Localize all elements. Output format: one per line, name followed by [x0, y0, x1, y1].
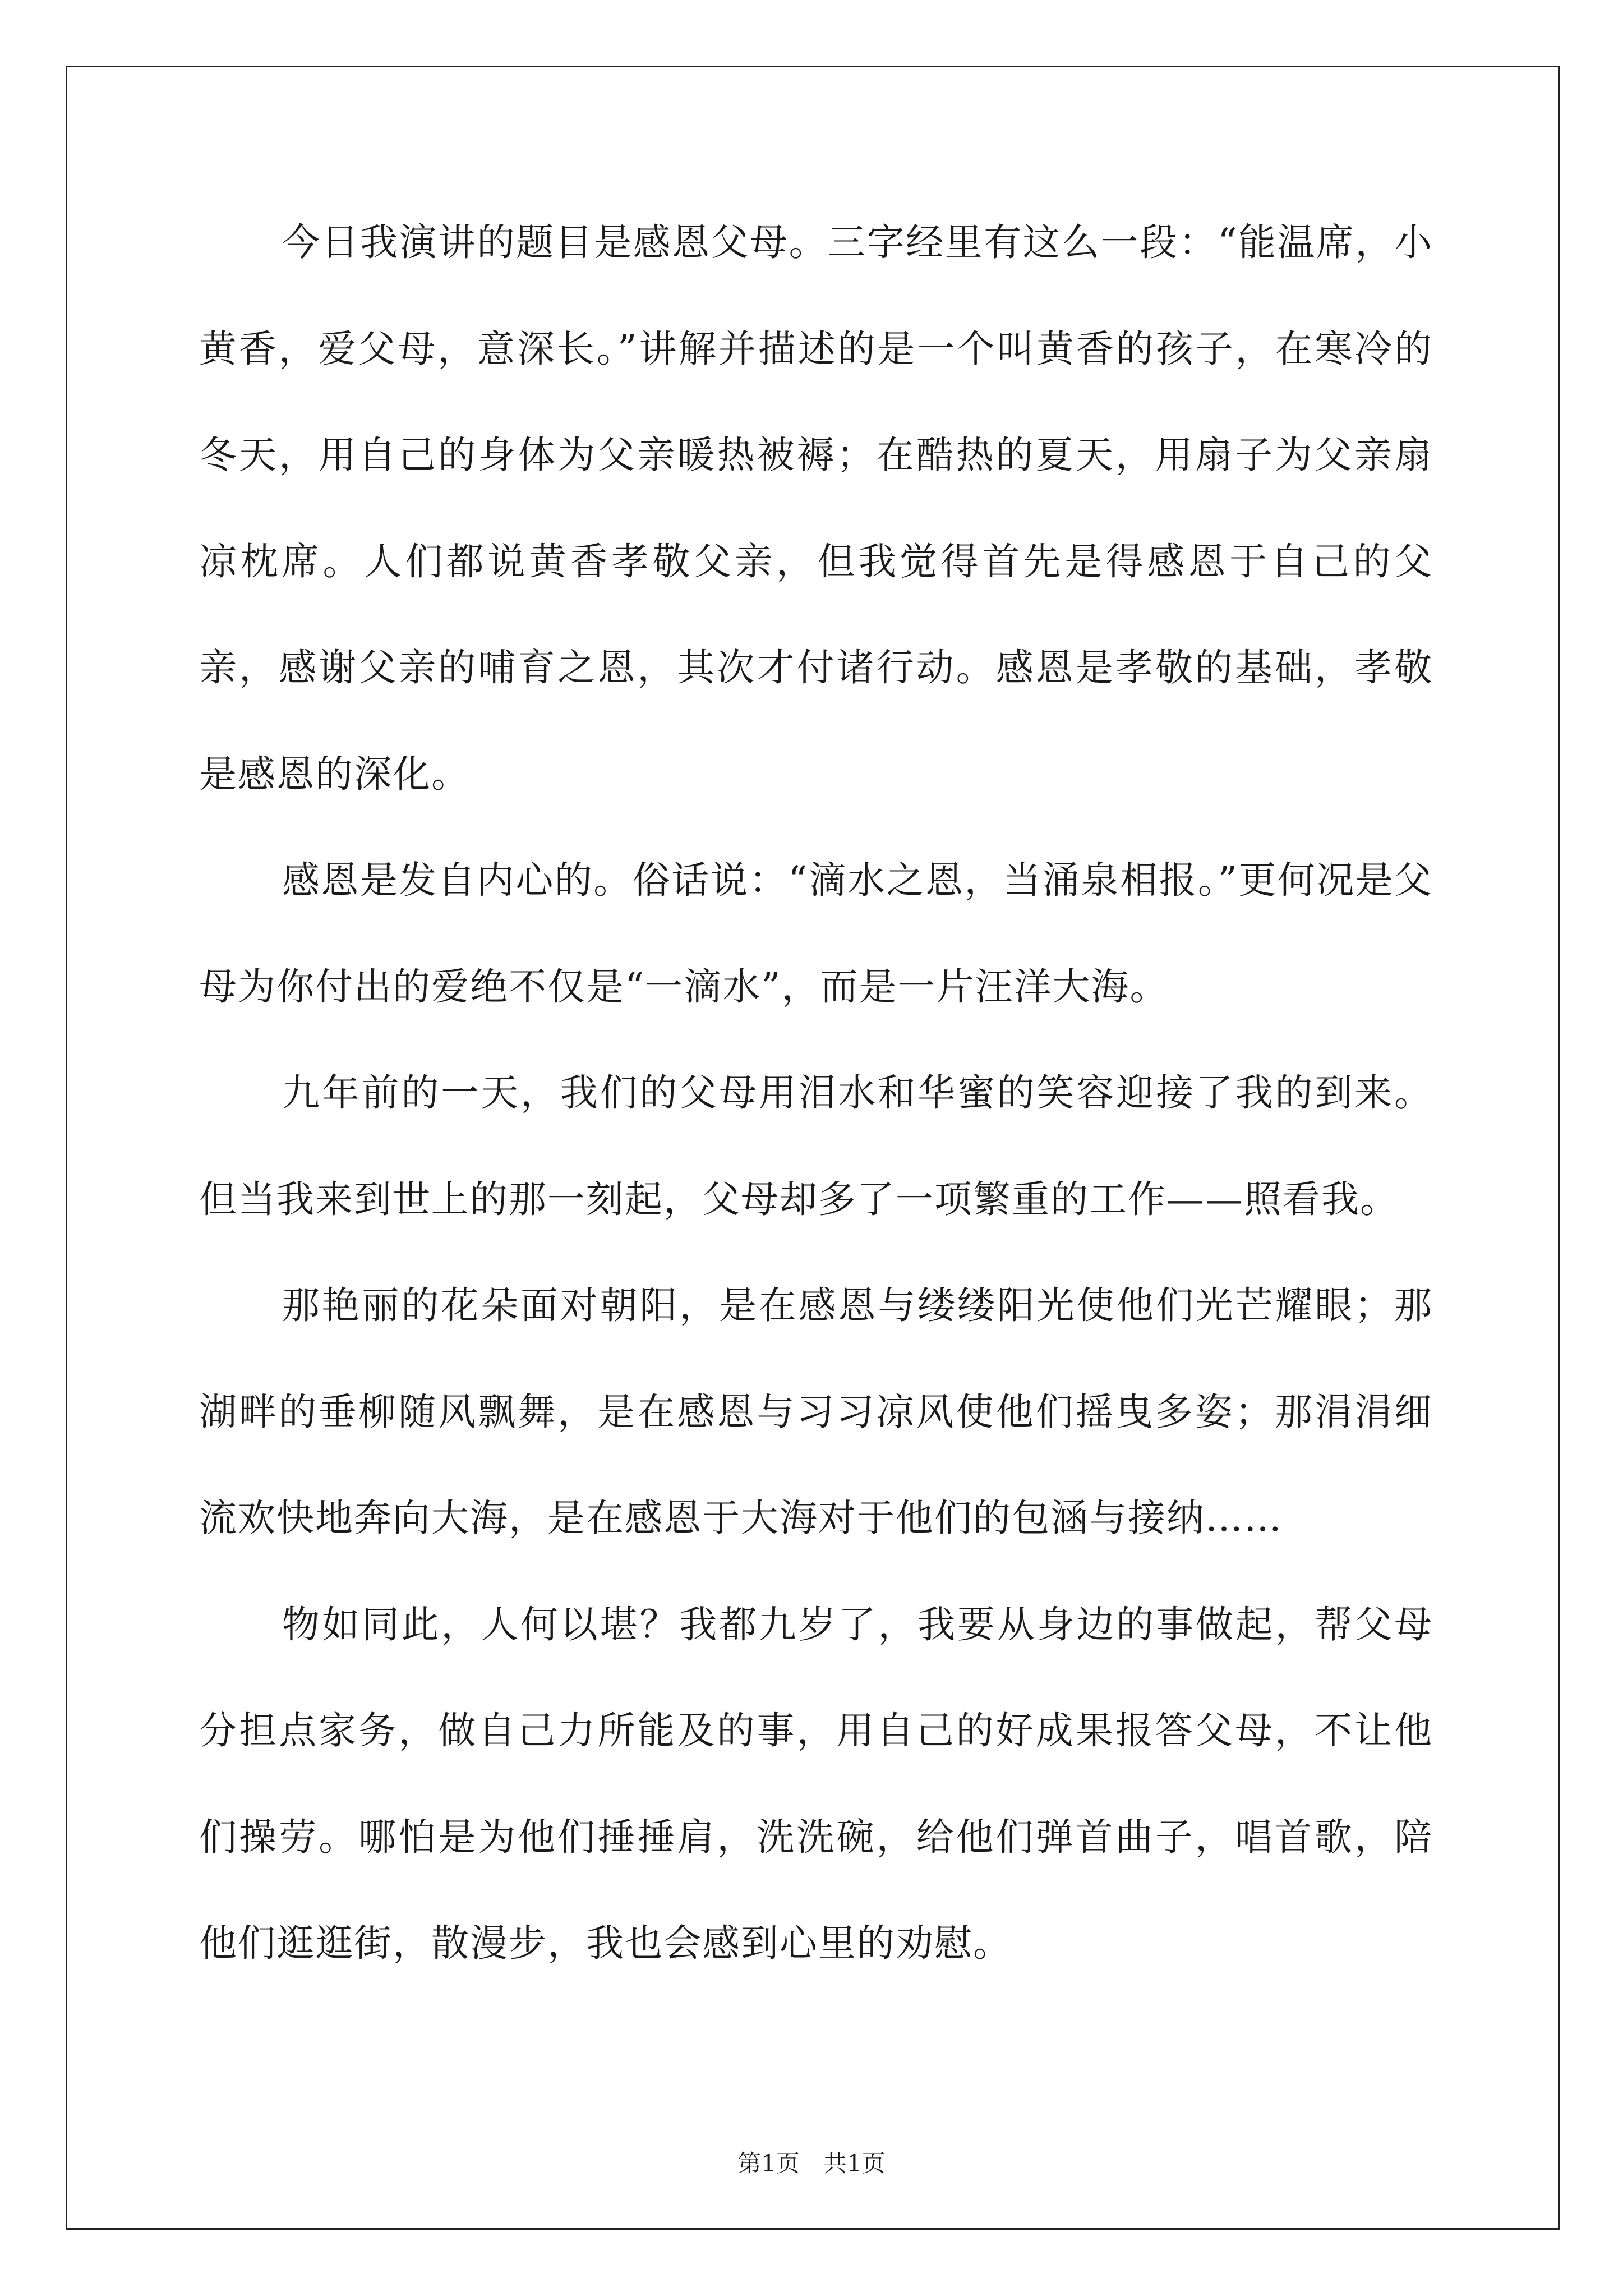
paragraph-from-heart: 感恩是发自内心的。俗话说：“滴水之恩，当涌泉相报。”更何况是父母为你付出的爱绝不仅是“一滴水”，而是一片汪洋大海。: [199, 858, 1433, 1009]
page-footer: [0, 2150, 1623, 2178]
paragraph-nature-gratitude: 那艳丽的花朵面对朝阳，是在感恩与缕缕阳光使他们光芒耀眼；那湖畔的垂柳随风飘舞，是在感恩与习习凉风使他们摇曳多姿；那涓涓细流欢快地奔向大海，是在感恩于大海对于他们的包涵与接纳……: [199, 1283, 1433, 1540]
document-body: [199, 190, 1433, 1997]
page-total: 共1页: [823, 2150, 886, 2177]
paragraph-gratitude-intro: 今日我演讲的题目是感恩父母。三字经里有这么一段：“能温席，小黄香，爱父母，意深长。”讲解并描述的是一个叫黄香的孩子，在寒冷的冬天，用自己的身体为父亲暖热被褥；在酷热的夏天，用扇子为父亲扇凉枕席。人们都说黄香孝敬父亲，但我觉得首先是得感恩于自己的父亲，感谢父亲的哺育之恩，其次才付诸行动。感恩是孝敬的基础，孝敬是感恩的深化。: [199, 220, 1433, 796]
paragraph-nine-years-ago: 九年前的一天，我们的父母用泪水和华蜜的笑容迎接了我的到来。但当我来到世上的那一刻起，父母却多了一项繁重的工作——照看我。: [199, 1071, 1433, 1221]
page-number: 第1页: [737, 2150, 800, 2177]
paragraph-my-actions: 物如同此，人何以堪？我都九岁了，我要从身边的事做起，帮父母分担点家务，做自己力所能及的事，用自己的好成果报答父母，不让他们操劳。哪怕是为他们捶捶肩，洗洗碗，给他们弹首曲子，唱首歌，陪他们逛逛街，散漫步，我也会感到心里的劝慰。: [199, 1602, 1433, 1965]
